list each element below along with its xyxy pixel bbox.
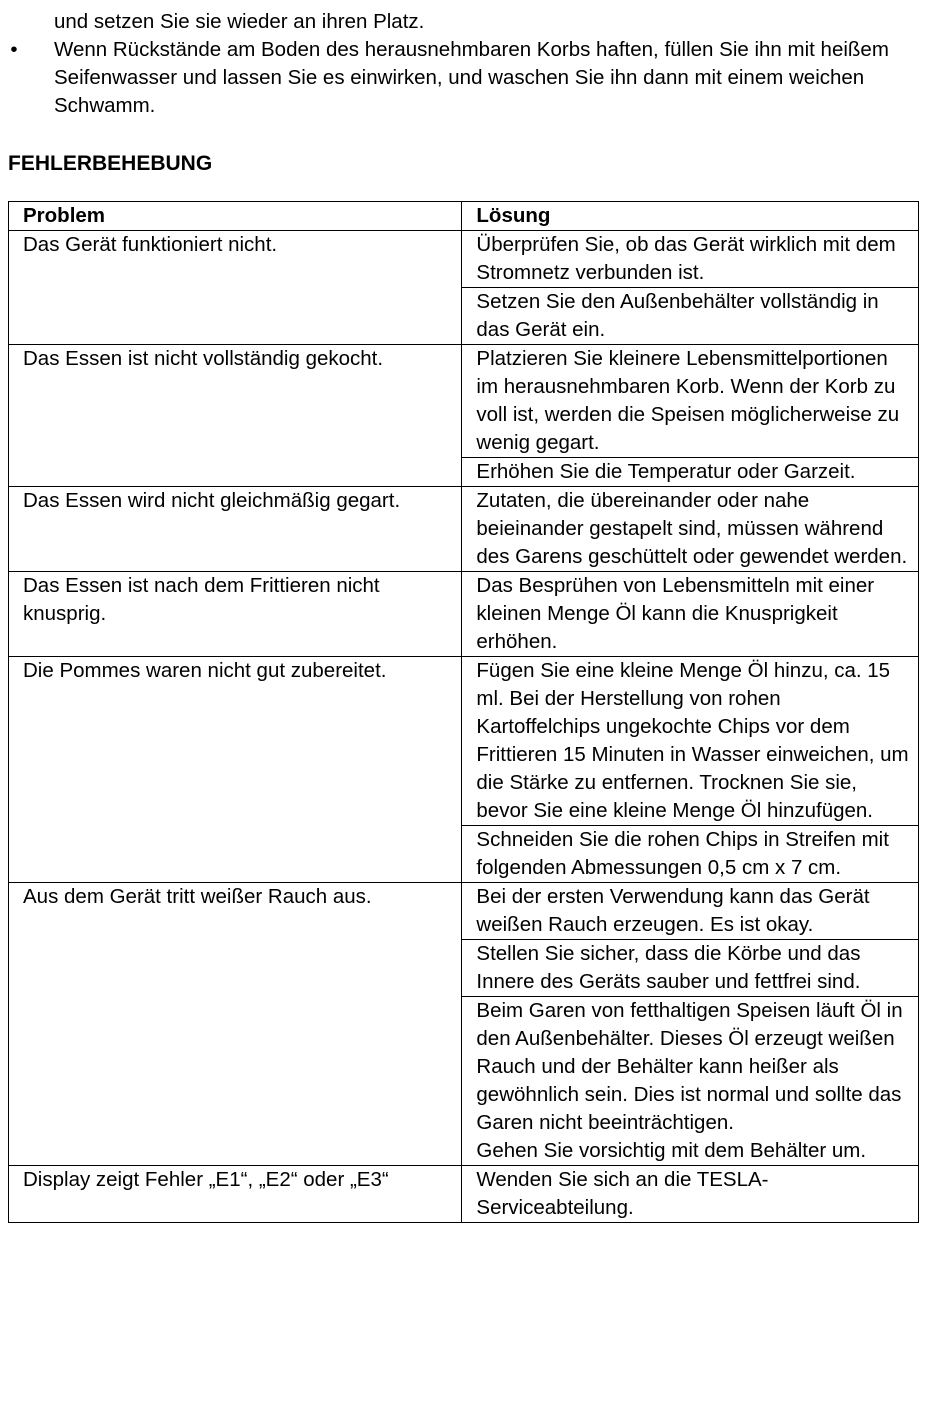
table-row [9,883,919,940]
problem-cell: Die Pommes waren nicht gut zubereitet. [9,657,462,883]
solution-cell: Fügen Sie eine kleine Menge Öl hinzu, ca. 15 ml. Bei der Herstellung von rohen Kartoffelchips ungekochte Chips vor dem Frittieren 15 Minuten in Wasser einweichen, um die Stärke zu entfernen. Trocknen Sie sie, bevor Sie eine kleine Menge Öl hinzufügen. [462,657,919,826]
intro-continuation: und setzen Sie sie wieder an ihren Platz. [54,10,425,33]
solution-cell: Zutaten, die übereinander oder nahe beieinander gestapelt sind, müssen während des Garens geschüttelt oder gewendet werden. [462,487,919,572]
table-header-row [9,202,919,231]
solution-cell: Überprüfen Sie, ob das Gerät wirklich mit dem Stromnetz verbunden ist. [462,231,919,288]
solution-cell: Platzieren Sie kleinere Lebensmittelportionen im herausnehmbaren Korb. Wenn der Korb zu voll ist, werden die Speisen möglicherweise zu wenig gegart. [462,345,919,458]
solution-cell: Erhöhen Sie die Temperatur oder Garzeit. [462,458,919,487]
troubleshooting-table [8,201,919,1223]
solution-cell: Schneiden Sie die rohen Chips in Streifen mit folgenden Abmessungen 0,5 cm x 7 cm. [462,826,919,883]
table-row [9,657,919,826]
solution-cell: Setzen Sie den Außenbehälter vollständig in das Gerät ein. [462,288,919,345]
solution-cell: Wenden Sie sich an die TESLA-Serviceabteilung. [462,1166,919,1223]
header-problem: Problem [9,202,462,231]
solution-cell: Beim Garen von fetthaltigen Speisen läuft Öl in den Außenbehälter. Dieses Öl erzeugt weißen Rauch und der Behälter kann heißer als gewöhnlich sein. Dies ist normal und sollte das Garen nicht beeinträchtigen. Gehen Sie vorsichtig mit dem Behälter um. [462,997,919,1166]
solution-cell: Stellen Sie sicher, dass die Körbe und das Innere des Geräts sauber und fettfrei sind. [462,940,919,997]
section-heading: FEHLERBEHEBUNG [8,152,213,175]
table-row [9,572,919,657]
table-row [9,1166,919,1223]
problem-cell: Das Gerät funktioniert nicht. [9,231,462,345]
table-row [9,345,919,458]
solution-cell: Bei der ersten Verwendung kann das Gerät weißen Rauch erzeugen. Es ist okay. [462,883,919,940]
problem-cell: Das Essen ist nicht vollständig gekocht. [9,345,462,487]
problem-cell: Aus dem Gerät tritt weißer Rauch aus. [9,883,462,1166]
table-row [9,231,919,288]
problem-cell: Das Essen ist nach dem Frittieren nicht knusprig. [9,572,462,657]
intro-bullet-text: Wenn Rückstände am Boden des herausnehmbaren Korbs haften, füllen Sie ihn mit heißem Seifenwasser und lassen Sie es einwirken, und waschen Sie ihn dann mit einem weichen Schwamm. [54,38,889,117]
table-body [9,231,919,1223]
problem-cell: Das Essen wird nicht gleichmäßig gegart. [9,487,462,572]
intro-section [8,8,918,120]
header-solution: Lösung [462,202,919,231]
problem-cell: Display zeigt Fehler „E1“, „E2“ oder „E3“ [9,1166,462,1223]
bullet-dot-icon: • [10,38,18,61]
solution-cell: Das Besprühen von Lebensmitteln mit einer kleinen Menge Öl kann die Knusprigkeit erhöhen. [462,572,919,657]
intro-bullet-item [8,36,918,120]
table-row [9,487,919,572]
